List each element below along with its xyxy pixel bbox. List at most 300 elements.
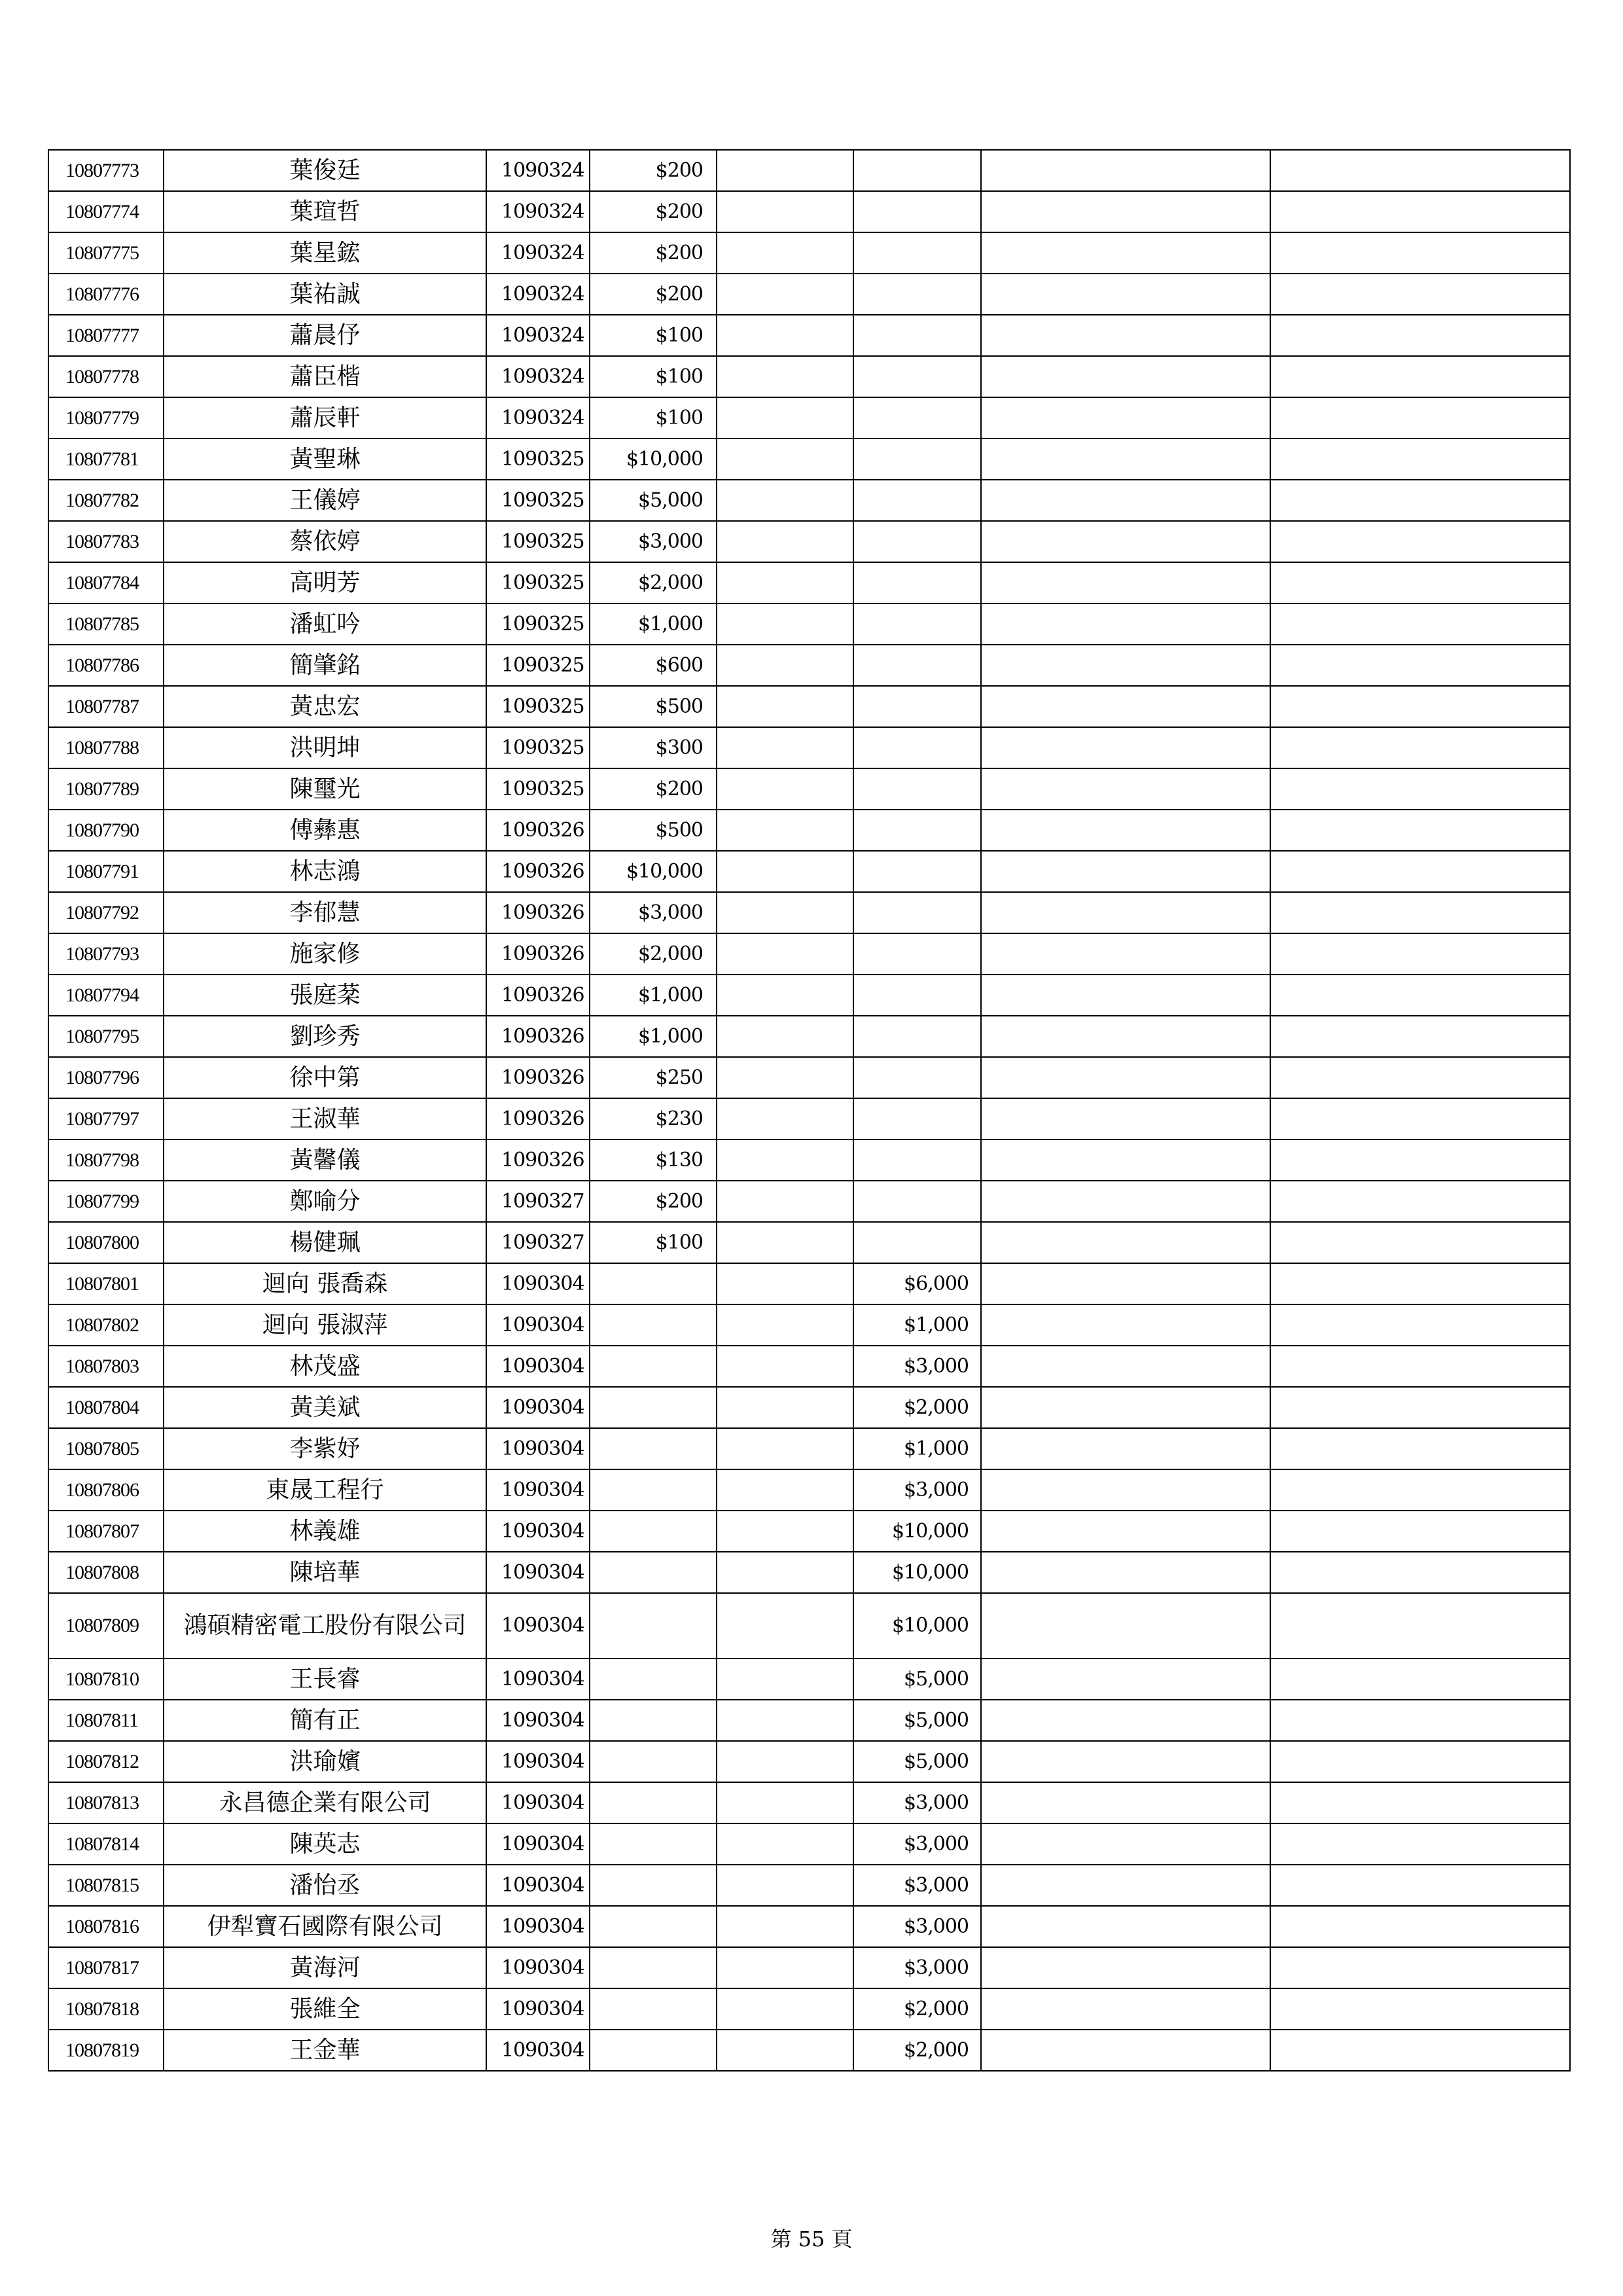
date-cell: 1090324 [486, 191, 590, 232]
amount-cell [590, 1865, 717, 1906]
amount-cell: $100 [590, 315, 717, 356]
date-cell: 1090326 [486, 1016, 590, 1057]
donor-name-cell: 黃忠宏 [164, 686, 486, 727]
receipt-number-cell: 10807813 [48, 1782, 164, 1823]
amount-alt-cell [853, 1016, 981, 1057]
empty-cell [1270, 686, 1570, 727]
donor-name-cell: 洪明坤 [164, 727, 486, 768]
empty-cell [981, 1098, 1270, 1139]
date-cell: 1090325 [486, 645, 590, 686]
donor-name-cell: 鴻碩精密電工股份有限公司 [164, 1593, 486, 1659]
receipt-number-cell: 10807809 [48, 1593, 164, 1659]
donor-name-cell: 黃馨儀 [164, 1139, 486, 1181]
empty-cell [981, 1346, 1270, 1387]
table-row [48, 562, 1570, 603]
amount-cell [590, 1304, 717, 1346]
empty-cell [1270, 150, 1570, 191]
empty-cell [717, 1469, 853, 1511]
amount-cell [590, 1428, 717, 1469]
date-cell: 1090325 [486, 686, 590, 727]
receipt-number-cell: 10807787 [48, 686, 164, 727]
table-row [48, 1947, 1570, 1988]
table-row [48, 1428, 1570, 1469]
amount-cell [590, 1823, 717, 1865]
donor-name-cell: 黃聖琳 [164, 439, 486, 480]
table-row [48, 150, 1570, 191]
date-cell: 1090304 [486, 1988, 590, 2030]
amount-cell: $100 [590, 1222, 717, 1263]
date-cell: 1090324 [486, 232, 590, 274]
amount-cell: $130 [590, 1139, 717, 1181]
empty-cell [1270, 1139, 1570, 1181]
receipt-number-cell: 10807786 [48, 645, 164, 686]
donor-name-cell: 葉俊廷 [164, 150, 486, 191]
date-cell: 1090304 [486, 1263, 590, 1304]
amount-alt-cell [853, 768, 981, 810]
table-row [48, 356, 1570, 397]
date-cell: 1090304 [486, 1741, 590, 1782]
empty-cell [717, 933, 853, 975]
amount-cell [590, 1511, 717, 1552]
donor-name-cell: 劉珍秀 [164, 1016, 486, 1057]
empty-cell [981, 1659, 1270, 1700]
receipt-number-cell: 10807793 [48, 933, 164, 975]
amount-cell: $100 [590, 356, 717, 397]
amount-alt-cell: $3,000 [853, 1906, 981, 1947]
amount-cell [590, 1947, 717, 1988]
empty-cell [717, 727, 853, 768]
amount-cell [590, 2030, 717, 2071]
empty-cell [1270, 603, 1570, 645]
receipt-number-cell: 10807801 [48, 1263, 164, 1304]
amount-cell [590, 1659, 717, 1700]
amount-cell: $1,000 [590, 603, 717, 645]
amount-cell: $200 [590, 150, 717, 191]
empty-cell [717, 1263, 853, 1304]
empty-cell [717, 1139, 853, 1181]
donor-name-cell: 蕭晨伃 [164, 315, 486, 356]
empty-cell [717, 1700, 853, 1741]
amount-alt-cell: $3,000 [853, 1823, 981, 1865]
date-cell: 1090304 [486, 1700, 590, 1741]
ledger-body [48, 150, 1570, 2071]
empty-cell [981, 2030, 1270, 2071]
empty-cell [717, 1782, 853, 1823]
empty-cell [1270, 480, 1570, 521]
empty-cell [1270, 1700, 1570, 1741]
empty-cell [981, 1469, 1270, 1511]
donor-name-cell: 潘怡丞 [164, 1865, 486, 1906]
receipt-number-cell: 10807794 [48, 975, 164, 1016]
amount-alt-cell [853, 562, 981, 603]
table-row [48, 1906, 1570, 1947]
empty-cell [717, 1346, 853, 1387]
donor-name-cell: 林義雄 [164, 1511, 486, 1552]
receipt-number-cell: 10807800 [48, 1222, 164, 1263]
empty-cell [981, 1947, 1270, 1988]
empty-cell [717, 356, 853, 397]
empty-cell [717, 1988, 853, 2030]
date-cell: 1090326 [486, 851, 590, 892]
date-cell: 1090326 [486, 1057, 590, 1098]
empty-cell [717, 603, 853, 645]
date-cell: 1090324 [486, 356, 590, 397]
date-cell: 1090326 [486, 1139, 590, 1181]
date-cell: 1090304 [486, 1659, 590, 1700]
empty-cell [1270, 274, 1570, 315]
donor-name-cell: 楊健珮 [164, 1222, 486, 1263]
empty-cell [717, 975, 853, 1016]
date-cell: 1090325 [486, 727, 590, 768]
empty-cell [981, 1511, 1270, 1552]
date-cell: 1090304 [486, 1906, 590, 1947]
receipt-number-cell: 10807790 [48, 810, 164, 851]
empty-cell [717, 274, 853, 315]
date-cell: 1090304 [486, 1304, 590, 1346]
empty-cell [981, 521, 1270, 562]
receipt-number-cell: 10807807 [48, 1511, 164, 1552]
receipt-number-cell: 10807812 [48, 1741, 164, 1782]
empty-cell [981, 892, 1270, 933]
amount-cell [590, 1988, 717, 2030]
amount-cell [590, 1593, 717, 1659]
empty-cell [981, 727, 1270, 768]
empty-cell [981, 397, 1270, 439]
empty-cell [717, 1387, 853, 1428]
amount-alt-cell [853, 191, 981, 232]
receipt-number-cell: 10807805 [48, 1428, 164, 1469]
donor-name-cell: 迴向 張喬森 [164, 1263, 486, 1304]
empty-cell [981, 1304, 1270, 1346]
empty-cell [717, 1428, 853, 1469]
table-row [48, 686, 1570, 727]
donor-name-cell: 王淑華 [164, 1098, 486, 1139]
empty-cell [981, 768, 1270, 810]
empty-cell [1270, 521, 1570, 562]
date-cell: 1090304 [486, 1469, 590, 1511]
table-row [48, 1098, 1570, 1139]
donor-name-cell: 葉星鋐 [164, 232, 486, 274]
amount-cell: $200 [590, 274, 717, 315]
empty-cell [717, 480, 853, 521]
receipt-number-cell: 10807775 [48, 232, 164, 274]
donor-name-cell: 林茂盛 [164, 1346, 486, 1387]
table-row [48, 1222, 1570, 1263]
amount-cell [590, 1263, 717, 1304]
date-cell: 1090327 [486, 1222, 590, 1263]
amount-cell: $200 [590, 232, 717, 274]
amount-cell: $230 [590, 1098, 717, 1139]
amount-alt-cell [853, 1139, 981, 1181]
amount-cell [590, 1346, 717, 1387]
empty-cell [717, 1016, 853, 1057]
date-cell: 1090304 [486, 1823, 590, 1865]
amount-alt-cell [853, 356, 981, 397]
receipt-number-cell: 10807819 [48, 2030, 164, 2071]
donor-name-cell: 張庭棻 [164, 975, 486, 1016]
date-cell: 1090304 [486, 1511, 590, 1552]
empty-cell [1270, 562, 1570, 603]
empty-cell [717, 892, 853, 933]
empty-cell [981, 1906, 1270, 1947]
table-row [48, 232, 1570, 274]
date-cell: 1090325 [486, 521, 590, 562]
amount-cell: $200 [590, 191, 717, 232]
receipt-number-cell: 10807792 [48, 892, 164, 933]
table-row [48, 521, 1570, 562]
amount-cell: $2,000 [590, 933, 717, 975]
empty-cell [981, 1823, 1270, 1865]
empty-cell [981, 1428, 1270, 1469]
empty-cell [981, 150, 1270, 191]
amount-alt-cell: $10,000 [853, 1511, 981, 1552]
empty-cell [717, 686, 853, 727]
empty-cell [981, 1181, 1270, 1222]
amount-cell: $2,000 [590, 562, 717, 603]
empty-cell [981, 1387, 1270, 1428]
empty-cell [717, 562, 853, 603]
date-cell: 1090326 [486, 892, 590, 933]
table-row [48, 1387, 1570, 1428]
amount-alt-cell: $1,000 [853, 1428, 981, 1469]
receipt-number-cell: 10807811 [48, 1700, 164, 1741]
amount-alt-cell: $3,000 [853, 1782, 981, 1823]
donor-name-cell: 鄭喻分 [164, 1181, 486, 1222]
receipt-number-cell: 10807788 [48, 727, 164, 768]
empty-cell [717, 1552, 853, 1593]
donor-name-cell: 李郁慧 [164, 892, 486, 933]
amount-cell: $200 [590, 1181, 717, 1222]
amount-cell [590, 1552, 717, 1593]
empty-cell [1270, 439, 1570, 480]
table-row [48, 1659, 1570, 1700]
amount-alt-cell [853, 892, 981, 933]
amount-alt-cell: $5,000 [853, 1700, 981, 1741]
receipt-number-cell: 10807815 [48, 1865, 164, 1906]
table-row [48, 1823, 1570, 1865]
empty-cell [1270, 810, 1570, 851]
empty-cell [717, 439, 853, 480]
donor-name-cell: 王長睿 [164, 1659, 486, 1700]
empty-cell [1270, 1659, 1570, 1700]
date-cell: 1090326 [486, 933, 590, 975]
empty-cell [981, 1263, 1270, 1304]
donor-name-cell: 高明芳 [164, 562, 486, 603]
empty-cell [1270, 851, 1570, 892]
table-row [48, 851, 1570, 892]
donor-name-cell: 陳英志 [164, 1823, 486, 1865]
empty-cell [981, 810, 1270, 851]
date-cell: 1090325 [486, 603, 590, 645]
empty-cell [717, 645, 853, 686]
table-row [48, 1700, 1570, 1741]
empty-cell [717, 150, 853, 191]
amount-alt-cell: $10,000 [853, 1552, 981, 1593]
empty-cell [981, 1782, 1270, 1823]
donor-name-cell: 張維全 [164, 1988, 486, 2030]
empty-cell [1270, 1988, 1570, 2030]
date-cell: 1090325 [486, 562, 590, 603]
receipt-number-cell: 10807781 [48, 439, 164, 480]
empty-cell [717, 232, 853, 274]
empty-cell [981, 439, 1270, 480]
amount-cell: $250 [590, 1057, 717, 1098]
table-row [48, 315, 1570, 356]
table-row [48, 1782, 1570, 1823]
donor-name-cell: 黃美斌 [164, 1387, 486, 1428]
donor-name-cell: 伊犁寶石國際有限公司 [164, 1906, 486, 1947]
date-cell: 1090304 [486, 2030, 590, 2071]
empty-cell [981, 851, 1270, 892]
receipt-number-cell: 10807806 [48, 1469, 164, 1511]
amount-alt-cell [853, 645, 981, 686]
amount-cell [590, 1469, 717, 1511]
donor-name-cell: 黃海河 [164, 1947, 486, 1988]
empty-cell [1270, 356, 1570, 397]
empty-cell [981, 1593, 1270, 1659]
donor-name-cell: 李紫妤 [164, 1428, 486, 1469]
donor-name-cell: 徐中第 [164, 1057, 486, 1098]
amount-cell: $10,000 [590, 851, 717, 892]
table-row [48, 727, 1570, 768]
empty-cell [1270, 1906, 1570, 1947]
empty-cell [717, 768, 853, 810]
receipt-number-cell: 10807773 [48, 150, 164, 191]
receipt-number-cell: 10807816 [48, 1906, 164, 1947]
empty-cell [717, 1181, 853, 1222]
donor-name-cell: 王儀婷 [164, 480, 486, 521]
amount-alt-cell [853, 521, 981, 562]
empty-cell [1270, 1782, 1570, 1823]
amount-cell: $5,000 [590, 480, 717, 521]
table-row [48, 1988, 1570, 2030]
amount-alt-cell: $3,000 [853, 1346, 981, 1387]
date-cell: 1090304 [486, 1552, 590, 1593]
donor-name-cell: 蕭臣楷 [164, 356, 486, 397]
receipt-number-cell: 10807818 [48, 1988, 164, 2030]
table-row [48, 2030, 1570, 2071]
empty-cell [1270, 2030, 1570, 2071]
empty-cell [1270, 892, 1570, 933]
empty-cell [1270, 1741, 1570, 1782]
date-cell: 1090304 [486, 1865, 590, 1906]
donor-name-cell: 葉祐誠 [164, 274, 486, 315]
amount-alt-cell: $3,000 [853, 1865, 981, 1906]
empty-cell [717, 1057, 853, 1098]
receipt-number-cell: 10807804 [48, 1387, 164, 1428]
table-row [48, 1593, 1570, 1659]
empty-cell [1270, 397, 1570, 439]
donor-name-cell: 簡有正 [164, 1700, 486, 1741]
empty-cell [717, 1222, 853, 1263]
date-cell: 1090325 [486, 480, 590, 521]
amount-alt-cell: $2,000 [853, 2030, 981, 2071]
donor-name-cell: 蔡依婷 [164, 521, 486, 562]
empty-cell [1270, 1263, 1570, 1304]
table-row [48, 1304, 1570, 1346]
table-row [48, 1139, 1570, 1181]
empty-cell [981, 1139, 1270, 1181]
empty-cell [1270, 933, 1570, 975]
amount-cell: $600 [590, 645, 717, 686]
amount-alt-cell: $6,000 [853, 1263, 981, 1304]
empty-cell [1270, 1346, 1570, 1387]
receipt-number-cell: 10807774 [48, 191, 164, 232]
table-row [48, 933, 1570, 975]
empty-cell [981, 1988, 1270, 2030]
receipt-number-cell: 10807799 [48, 1181, 164, 1222]
amount-alt-cell [853, 603, 981, 645]
table-row [48, 603, 1570, 645]
empty-cell [981, 480, 1270, 521]
amount-cell [590, 1906, 717, 1947]
receipt-number-cell: 10807782 [48, 480, 164, 521]
donor-name-cell: 陳培華 [164, 1552, 486, 1593]
receipt-number-cell: 10807779 [48, 397, 164, 439]
receipt-number-cell: 10807791 [48, 851, 164, 892]
empty-cell [1270, 1823, 1570, 1865]
amount-alt-cell [853, 480, 981, 521]
empty-cell [981, 686, 1270, 727]
date-cell: 1090326 [486, 975, 590, 1016]
empty-cell [717, 1865, 853, 1906]
amount-cell: $500 [590, 810, 717, 851]
page-number: 第 55 頁 [770, 2227, 853, 2251]
date-cell: 1090304 [486, 1428, 590, 1469]
receipt-number-cell: 10807789 [48, 768, 164, 810]
amount-cell: $200 [590, 768, 717, 810]
empty-cell [1270, 645, 1570, 686]
empty-cell [981, 1741, 1270, 1782]
date-cell: 1090304 [486, 1346, 590, 1387]
amount-alt-cell: $3,000 [853, 1947, 981, 1988]
empty-cell [981, 356, 1270, 397]
amount-alt-cell: $10,000 [853, 1593, 981, 1659]
date-cell: 1090325 [486, 439, 590, 480]
table-row [48, 1865, 1570, 1906]
empty-cell [1270, 191, 1570, 232]
donor-name-cell: 傅彝惠 [164, 810, 486, 851]
table-row [48, 892, 1570, 933]
receipt-number-cell: 10807785 [48, 603, 164, 645]
empty-cell [1270, 1593, 1570, 1659]
amount-alt-cell [853, 150, 981, 191]
date-cell: 1090324 [486, 315, 590, 356]
amount-alt-cell [853, 232, 981, 274]
receipt-number-cell: 10807796 [48, 1057, 164, 1098]
empty-cell [717, 1659, 853, 1700]
table-row [48, 645, 1570, 686]
table-row [48, 1552, 1570, 1593]
empty-cell [1270, 1469, 1570, 1511]
empty-cell [1270, 1865, 1570, 1906]
amount-cell: $100 [590, 397, 717, 439]
donor-name-cell: 永昌德企業有限公司 [164, 1782, 486, 1823]
empty-cell [717, 1593, 853, 1659]
empty-cell [981, 1865, 1270, 1906]
empty-cell [1270, 1304, 1570, 1346]
amount-cell [590, 1741, 717, 1782]
receipt-number-cell: 10807797 [48, 1098, 164, 1139]
receipt-number-cell: 10807777 [48, 315, 164, 356]
receipt-number-cell: 10807795 [48, 1016, 164, 1057]
date-cell: 1090324 [486, 397, 590, 439]
receipt-number-cell: 10807798 [48, 1139, 164, 1181]
amount-alt-cell [853, 975, 981, 1016]
donor-name-cell: 陳璽光 [164, 768, 486, 810]
empty-cell [717, 397, 853, 439]
empty-cell [1270, 1511, 1570, 1552]
